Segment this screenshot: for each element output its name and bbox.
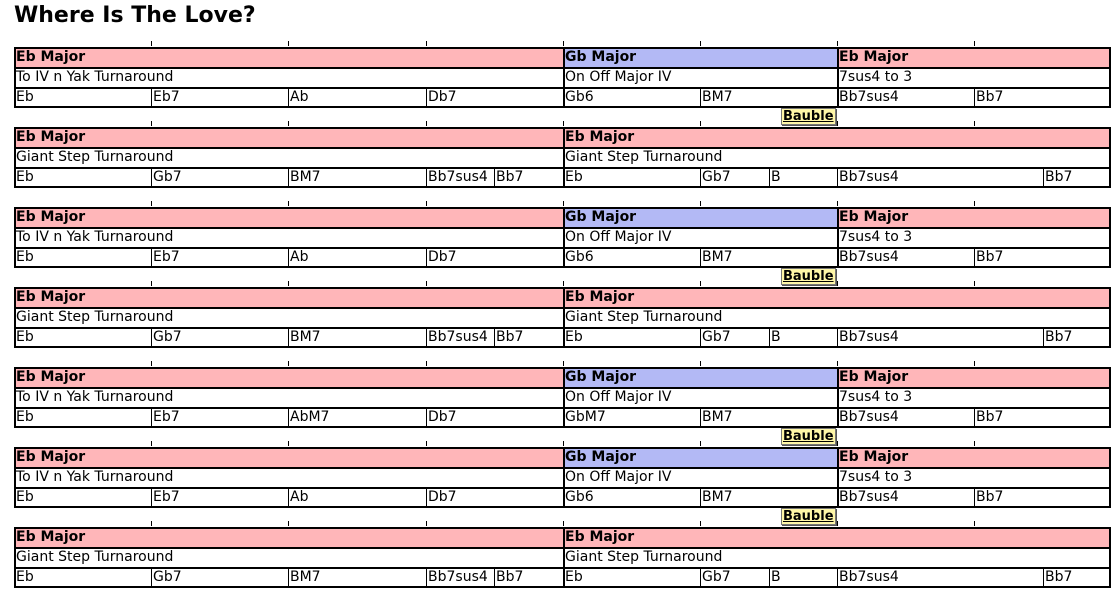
grid-line	[14, 567, 15, 587]
chord-cell: Eb7	[153, 409, 180, 425]
chord-cell: Bb7sus4	[428, 169, 488, 185]
bauble-link[interactable]: Bauble	[783, 509, 834, 524]
chord-cell: BM7	[702, 409, 733, 425]
chord-cell: BM7	[702, 489, 733, 505]
progression-name: On Off Major IV	[565, 469, 672, 485]
grid-line	[769, 327, 770, 347]
grid-line	[563, 87, 564, 107]
bar-tick	[563, 361, 564, 366]
grid-line	[1109, 127, 1111, 187]
chord-cell: Eb7	[153, 249, 180, 265]
grid-line	[288, 487, 289, 507]
chord-cell: Eb	[16, 89, 34, 105]
chord-cell: BM7	[290, 329, 321, 345]
chord-cell: Bb7	[1045, 169, 1073, 185]
bar-tick	[837, 121, 838, 126]
chord-cell: Db7	[428, 249, 457, 265]
bar-tick	[974, 441, 975, 446]
grid-line	[563, 327, 564, 347]
chord-cell: Eb	[16, 249, 34, 265]
bar-tick	[700, 281, 701, 286]
grid-line	[1043, 327, 1044, 347]
chord-cell: Gb7	[702, 569, 731, 585]
key-label: Eb Major	[14, 207, 563, 227]
bar-tick	[837, 201, 838, 206]
grid-line	[1109, 527, 1111, 587]
bar-tick	[151, 201, 152, 206]
key-label: Eb Major	[563, 127, 1109, 147]
grid-line	[974, 247, 975, 267]
grid-line	[700, 407, 701, 427]
chord-cell: Eb	[565, 329, 583, 345]
progression-name: 7sus4 to 3	[839, 69, 913, 85]
key-label: Gb Major	[563, 207, 837, 227]
grid-line	[14, 227, 1111, 229]
chord-cell: Bb7	[976, 409, 1004, 425]
bar-tick	[700, 121, 701, 126]
bar-tick	[837, 41, 838, 46]
progression-name: 7sus4 to 3	[839, 469, 913, 485]
chord-cell: Ab	[290, 89, 309, 105]
bar-tick	[426, 41, 427, 46]
chord-cell: AbM7	[290, 409, 330, 425]
key-label: Eb Major	[563, 287, 1109, 307]
chord-cell: Bb7	[976, 249, 1004, 265]
grid-line	[563, 247, 564, 267]
grid-line	[288, 87, 289, 107]
grid-line	[14, 87, 15, 107]
bar-tick	[426, 281, 427, 286]
grid-line	[151, 167, 152, 187]
grid-line	[14, 487, 15, 507]
grid-line	[14, 387, 1111, 389]
chord-cell: Eb	[16, 489, 34, 505]
key-label: Eb Major	[14, 287, 563, 307]
grid-line	[14, 307, 1111, 309]
bar-tick	[426, 441, 427, 446]
chord-cell: BM7	[290, 169, 321, 185]
bar-tick	[563, 121, 564, 126]
chord-cell: BM7	[290, 569, 321, 585]
chord-cell: Eb	[16, 329, 34, 345]
bar-tick	[563, 441, 564, 446]
key-label: Gb Major	[563, 47, 837, 67]
chord-cell: Gb7	[153, 569, 182, 585]
bar-tick	[837, 441, 838, 446]
bar-tick	[426, 521, 427, 526]
grid-line	[837, 87, 838, 107]
grid-line	[14, 467, 1111, 469]
progression-name: Giant Step Turnaround	[16, 149, 174, 165]
chord-cell: Bb7sus4	[428, 329, 488, 345]
chord-cell: Eb	[16, 169, 34, 185]
bar-tick	[974, 121, 975, 126]
chord-cell: Bb7	[976, 489, 1004, 505]
grid-line	[837, 567, 838, 587]
grid-line	[1109, 367, 1111, 427]
grid-line	[974, 487, 975, 507]
chord-cell: Eb	[16, 569, 34, 585]
bar-tick	[151, 281, 152, 286]
chord-cell: Bb7	[1045, 569, 1073, 585]
grid-line	[151, 407, 152, 427]
chord-cell: Bb7sus4	[839, 169, 899, 185]
bar-tick	[288, 521, 289, 526]
progression-name: Giant Step Turnaround	[565, 149, 723, 165]
bar-tick	[700, 361, 701, 366]
key-label: Eb Major	[837, 367, 1109, 387]
chord-cell: Gb6	[565, 489, 594, 505]
page-title: Where Is The Love?	[14, 3, 256, 28]
bar-tick	[426, 361, 427, 366]
key-label: Gb Major	[563, 367, 837, 387]
bar-tick	[563, 281, 564, 286]
grid-line	[14, 407, 15, 427]
grid-line	[288, 327, 289, 347]
progression-name: Giant Step Turnaround	[16, 309, 174, 325]
key-label: Eb Major	[14, 127, 563, 147]
grid-line	[14, 247, 15, 267]
grid-line	[426, 167, 427, 187]
bar-tick	[288, 281, 289, 286]
bar-tick	[837, 521, 838, 526]
grid-line	[14, 167, 15, 187]
chord-cell: B	[771, 329, 781, 345]
bar-tick	[288, 201, 289, 206]
grid-line	[837, 167, 838, 187]
grid-line	[1109, 287, 1111, 347]
bar-tick	[426, 121, 427, 126]
grid-line	[288, 167, 289, 187]
grid-line	[700, 487, 701, 507]
grid-line	[769, 167, 770, 187]
grid-line	[14, 287, 1111, 289]
bar-tick	[700, 441, 701, 446]
grid-line	[14, 67, 1111, 69]
bar-tick	[426, 201, 427, 206]
chord-cell: Db7	[428, 489, 457, 505]
key-label: Eb Major	[563, 527, 1109, 547]
grid-line	[563, 407, 564, 427]
chord-cell: Bb7	[496, 569, 524, 585]
chord-cell: Bb7	[496, 329, 524, 345]
grid-line	[151, 567, 152, 587]
chord-cell: Ab	[290, 249, 309, 265]
progression-name: On Off Major IV	[565, 229, 672, 245]
progression-name: On Off Major IV	[565, 69, 672, 85]
progression-name: On Off Major IV	[565, 389, 672, 405]
chord-cell: Bb7sus4	[839, 409, 899, 425]
bar-tick	[151, 121, 152, 126]
chord-cell: Db7	[428, 409, 457, 425]
chord-cell: Eb	[16, 409, 34, 425]
bar-tick	[288, 121, 289, 126]
chord-cell: Gb6	[565, 89, 594, 105]
chord-cell: B	[771, 569, 781, 585]
grid-line	[14, 147, 1111, 149]
grid-line	[14, 447, 1111, 449]
bar-tick	[837, 281, 838, 286]
grid-line	[700, 327, 701, 347]
progression-name: To IV n Yak Turnaround	[16, 69, 174, 85]
progression-name: Giant Step Turnaround	[565, 549, 723, 565]
grid-line	[426, 327, 427, 347]
bar-tick	[151, 361, 152, 366]
grid-line	[563, 487, 564, 507]
bar-tick	[974, 41, 975, 46]
grid-line	[769, 567, 770, 587]
chord-cell: Eb	[565, 569, 583, 585]
bar-tick	[288, 41, 289, 46]
grid-line	[700, 247, 701, 267]
key-label: Eb Major	[837, 447, 1109, 467]
grid-line	[494, 567, 495, 587]
grid-line	[426, 87, 427, 107]
bar-tick	[700, 201, 701, 206]
key-label: Gb Major	[563, 447, 837, 467]
grid-line	[1109, 47, 1111, 107]
bar-tick	[700, 41, 701, 46]
grid-line	[14, 327, 15, 347]
key-label: Eb Major	[837, 47, 1109, 67]
grid-line	[494, 167, 495, 187]
grid-line	[426, 567, 427, 587]
grid-line	[1109, 207, 1111, 267]
grid-line	[288, 407, 289, 427]
grid-line	[837, 327, 838, 347]
chord-cell: BM7	[702, 89, 733, 105]
grid-line	[151, 87, 152, 107]
grid-line	[837, 247, 838, 267]
progression-name: To IV n Yak Turnaround	[16, 389, 174, 405]
chord-cell: Bb7	[976, 89, 1004, 105]
progression-name: To IV n Yak Turnaround	[16, 469, 174, 485]
chord-cell: Bb7	[1045, 329, 1073, 345]
grid-line	[1109, 447, 1111, 507]
grid-line	[1043, 567, 1044, 587]
chord-cell: Bb7sus4	[839, 89, 899, 105]
bar-tick	[151, 441, 152, 446]
bauble-link[interactable]: Bauble	[783, 269, 834, 284]
grid-line	[288, 247, 289, 267]
chord-cell: Bb7	[496, 169, 524, 185]
chord-cell: Eb7	[153, 489, 180, 505]
chord-cell: BM7	[702, 249, 733, 265]
grid-line	[151, 327, 152, 347]
chord-cell: Bb7sus4	[839, 569, 899, 585]
grid-line	[426, 487, 427, 507]
bar-tick	[700, 521, 701, 526]
chord-cell: Gb7	[702, 329, 731, 345]
grid-line	[14, 547, 1111, 549]
bar-tick	[151, 521, 152, 526]
grid-line	[426, 247, 427, 267]
chord-cell: Gb6	[565, 249, 594, 265]
grid-line	[14, 367, 1111, 369]
bar-tick	[837, 361, 838, 366]
progression-name: 7sus4 to 3	[839, 389, 913, 405]
grid-line	[700, 87, 701, 107]
grid-line	[837, 487, 838, 507]
key-label: Eb Major	[14, 527, 563, 547]
grid-line	[494, 327, 495, 347]
chord-cell: Gb7	[153, 329, 182, 345]
key-label: Eb Major	[14, 367, 563, 387]
bar-tick	[974, 361, 975, 366]
grid-line	[1043, 167, 1044, 187]
chord-cell: Bb7sus4	[428, 569, 488, 585]
bar-tick	[563, 41, 564, 46]
bar-tick	[974, 521, 975, 526]
grid-line	[974, 87, 975, 107]
chord-cell: Db7	[428, 89, 457, 105]
grid-line	[14, 527, 1111, 529]
grid-line	[563, 167, 564, 187]
progression-name: Giant Step Turnaround	[16, 549, 174, 565]
bauble-link[interactable]: Bauble	[783, 429, 834, 444]
grid-line	[14, 47, 1111, 49]
key-label: Eb Major	[14, 47, 563, 67]
bar-tick	[288, 441, 289, 446]
chord-cell: Eb	[565, 169, 583, 185]
chord-cell: Bb7sus4	[839, 489, 899, 505]
grid-line	[14, 207, 1111, 209]
grid-line	[288, 567, 289, 587]
grid-line	[700, 167, 701, 187]
chord-cell: Ab	[290, 489, 309, 505]
chord-cell: Bb7sus4	[839, 329, 899, 345]
grid-line	[151, 247, 152, 267]
chord-cell: Gb7	[702, 169, 731, 185]
grid-line	[700, 567, 701, 587]
key-label: Eb Major	[14, 447, 563, 467]
bauble-link[interactable]: Bauble	[783, 109, 834, 124]
grid-line	[563, 567, 564, 587]
chord-cell: Gb7	[153, 169, 182, 185]
chord-cell: GbM7	[565, 409, 606, 425]
progression-name: Giant Step Turnaround	[565, 309, 723, 325]
progression-name: To IV n Yak Turnaround	[16, 229, 174, 245]
key-label: Eb Major	[837, 207, 1109, 227]
grid-line	[974, 407, 975, 427]
bar-tick	[974, 201, 975, 206]
chord-cell: B	[771, 169, 781, 185]
grid-line	[14, 127, 1111, 129]
bar-tick	[563, 521, 564, 526]
grid-line	[426, 407, 427, 427]
grid-line	[837, 407, 838, 427]
grid-line	[151, 487, 152, 507]
progression-name: 7sus4 to 3	[839, 229, 913, 245]
chord-cell: Bb7sus4	[839, 249, 899, 265]
bar-tick	[974, 281, 975, 286]
bar-tick	[288, 361, 289, 366]
bar-tick	[151, 41, 152, 46]
bar-tick	[563, 201, 564, 206]
chord-cell: Eb7	[153, 89, 180, 105]
